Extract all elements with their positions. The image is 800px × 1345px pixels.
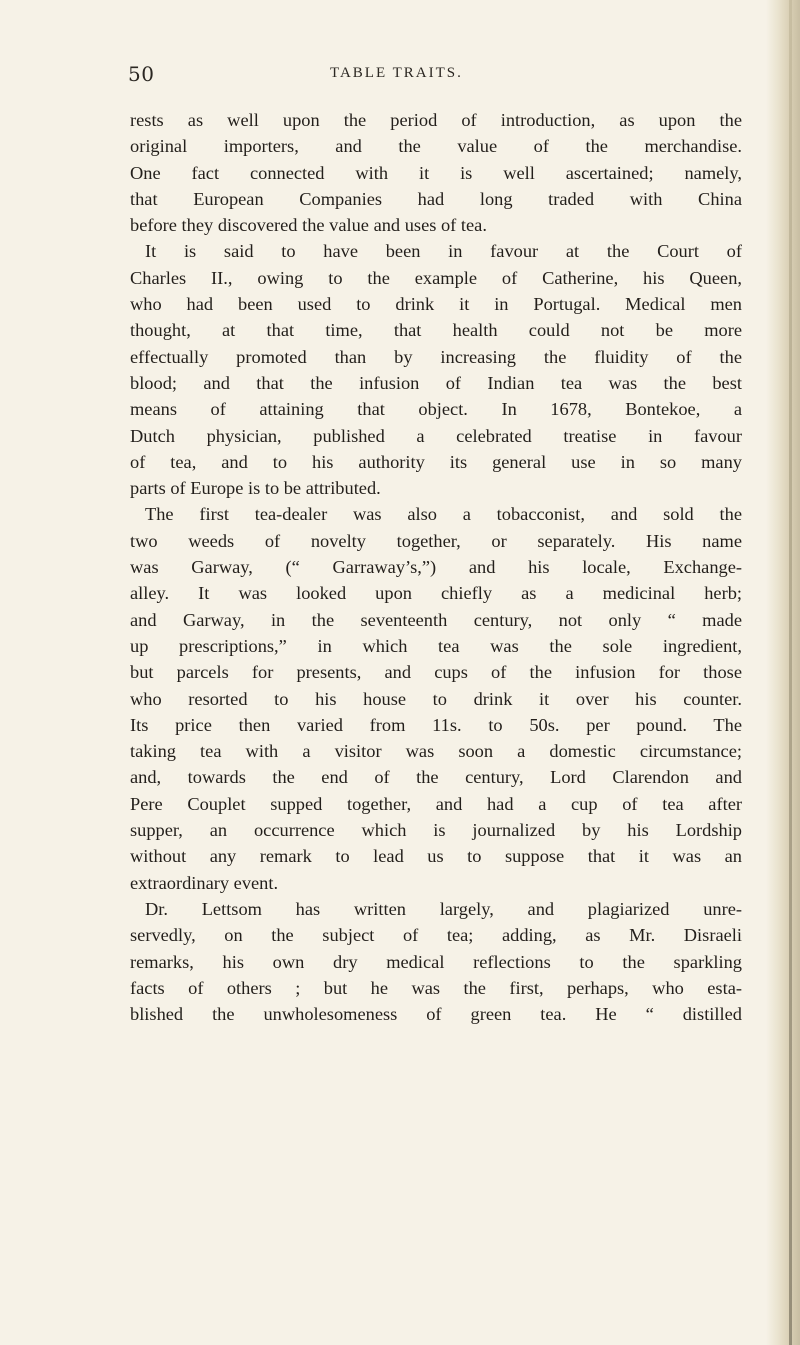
text-line: thought, at that time, that health could not be more [130, 320, 742, 341]
text-line: rests as well upon the period of introduction, as upon the [130, 110, 742, 130]
text-line: but parcels for presents, and cups of the infusion for those [130, 662, 742, 683]
text-line: facts of others ; but he was the first, perhaps, who esta- [130, 977, 742, 998]
text-line: of tea, and to his authority its general use in so many [130, 451, 742, 472]
text-line: and Garway, in the seventeenth century, not only “ made [130, 609, 742, 630]
text-line: alley. It was looked upon chiefly as a medicinal herb; [130, 583, 742, 604]
running-head: TABLE TRAITS. [330, 65, 463, 81]
text-line: up prescriptions,” in which tea was the sole ingredient, [130, 635, 742, 656]
text-line: that European Companies had long traded with China [130, 188, 742, 209]
text-line: extraordinary event. [130, 872, 279, 893]
text-line: means of attaining that object. In 1678, Bontekoe, a [130, 399, 742, 420]
text-line: without any remark to lead us to suppose that it was an [130, 846, 742, 867]
text-line: and, towards the end of the century, Lord Clarendon and [130, 767, 742, 788]
text-line: It is said to have been in favour at the Court of [145, 241, 742, 262]
body-text [130, 107, 742, 1027]
text-line: Pere Couplet supped together, and had a cup of tea after [130, 793, 742, 814]
text-line: who resorted to his house to drink it over his counter. [130, 688, 742, 709]
text-line: One fact connected with it is well ascertained; namely, [130, 162, 742, 183]
text-line: blood; and that the infusion of Indian tea was the best [130, 372, 742, 393]
text-line: Charles II., owing to the example of Catherine, his Queen, [130, 267, 742, 288]
text-line: servedly, on the subject of tea; adding, as Mr. Disraeli [130, 925, 742, 946]
text-line: two weeds of novelty together, or separately. His name [130, 530, 742, 551]
text-line: remarks, his own dry medical reflections to the sparkling [130, 951, 742, 972]
text-line: was Garway, (“ Garraway’s,”) and his locale, Exchange- [130, 557, 742, 578]
page-edge [789, 0, 792, 1345]
text-line: Dutch physician, published a celebrated treatise in favour [130, 425, 742, 446]
text-line: The first tea-dealer was also a tobacconist, and sold the [145, 504, 742, 525]
text-line: Dr. Lettsom has written largely, and plagiarized unre- [145, 898, 742, 919]
text-line: who had been used to drink it in Portugal. Medical men [130, 294, 742, 315]
text-line: parts of Europe is to be attributed. [130, 478, 381, 499]
page-number: 50 [128, 62, 155, 86]
text-line: supper, an occurrence which is journalized by his Lordship [130, 820, 742, 841]
text-line: blished the unwholesomeness of green tea. He “ distilled [130, 1004, 742, 1025]
text-line: original importers, and the value of the merchandise. [130, 136, 742, 157]
text-line: effectually promoted than by increasing the fluidity of the [130, 346, 742, 367]
text-line: before they discovered the value and uses of tea. [130, 215, 487, 236]
text-line: Its price then varied from 11s. to 50s. per pound. The [130, 714, 742, 735]
page-gutter-shadow [766, 0, 800, 1345]
text-line: taking tea with a visitor was soon a domestic circumstance; [130, 741, 742, 762]
page-header [0, 62, 800, 86]
